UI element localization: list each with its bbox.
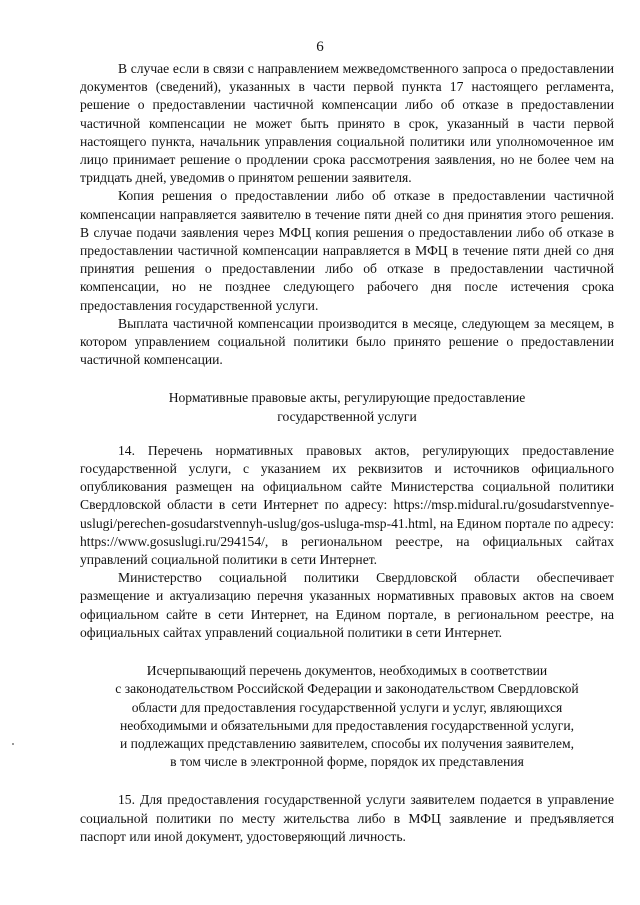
spacer [80, 426, 614, 442]
spacer [80, 771, 614, 791]
heading-line: с законодательством Российской Федерации и законодательством Свердловской [115, 681, 579, 697]
paragraph-extension-of-term: В случае если в связи с направлением межведомственного запроса о предоставлении документов (сведений), указанных в части первой пункта 17 настоящего регламента, решение о предоставлении частичной компенсации либо об отказе в предоставлении частичной компенсации не может быть принято в срок, указанный в части первой настоящего пункта, начальник управления социальной политики или уполномоченное им лицо принимает решение о продлении срока рассмотрения заявления, но не более чем на тридцать дней, уведомив о принятом решении заявителя. [80, 61, 614, 186]
paragraph-compensation-payment: Выплата частичной компенсации производится в месяце, следующем за месяцем, в котором управлением социальной политики было принято решение о предоставлении частичной компенсации. [80, 315, 614, 368]
page-number: 6 [316, 39, 324, 55]
heading-line: необходимыми и обязательными для предоставления государственной услуги, [119, 717, 575, 733]
spacer [80, 642, 614, 662]
paragraph-item-15: 15. Для предоставления государственной услуги заявителем подается в управление социальной политики по месту жительства либо в МФЦ заявление и предъявляется паспорт или иной документ, удостоверяющий личность. [80, 792, 614, 844]
document-body [80, 60, 614, 846]
section-heading-legal-acts [80, 389, 614, 425]
paragraph-decision-copy: Копия решения о предоставлении либо об отказе в предоставлении частичной компенсации направляется заявителю в течение пяти дней со дня принятия этого решения. В случае подачи заявления через МФЦ копия решения о предоставлении либо об отказе в предоставлении частичной компенсации направляется в МФЦ в течение пяти дней со дня принятия решения о предоставлении либо об отказе в предоставлении частичной компенсации, но не позднее следующего рабочего дня после истечения срока предоставления государственной услуги. [80, 188, 614, 313]
heading-line: в том числе в электронной форме, порядок их представления [170, 754, 524, 770]
section-heading-documents [80, 662, 614, 771]
heading-line: Нормативные правовые акты, регулирующие предоставление [168, 390, 526, 406]
scan-speck [12, 743, 14, 745]
heading-line: государственной услуги [277, 408, 417, 424]
heading-line: и подлежащих представлению заявителем, способы их получения заявителем, [119, 735, 575, 751]
heading-line: области для предоставления государственной услуги и услуг, являющихся [131, 699, 563, 715]
paragraph-item-14: 14. Перечень нормативных правовых актов, регулирующих предоставление государственной услуги, с указанием их реквизитов и источников официального опубликования размещен на официальном сайте Министерства социальной политики Свердловской области в сети Интернет по адресу: https://msp.midural.ru/gosudarstvennye-uslugi/perechen-gosudarstvennyh-uslug/gos-usluga-msp-41.html, на Едином портале по адресу: https://www.gosuslugi.ru/294154/, в региональном реестре, на официальных сайтах управлений социальной политики в сети Интернет. [80, 442, 614, 568]
spacer [80, 369, 614, 389]
paragraph-ministry-publication: Министерство социальной политики Свердловской области обеспечивает размещение и актуализацию перечня указанных нормативных правовых актов на своем официальном сайте в сети Интернет, на Едином портале, в региональном реестре, на официальных сайтах управлений социальной политики в сети Интернет. [80, 570, 614, 640]
heading-line: Исчерпывающий перечень документов, необходимых в соответствии [146, 663, 548, 679]
